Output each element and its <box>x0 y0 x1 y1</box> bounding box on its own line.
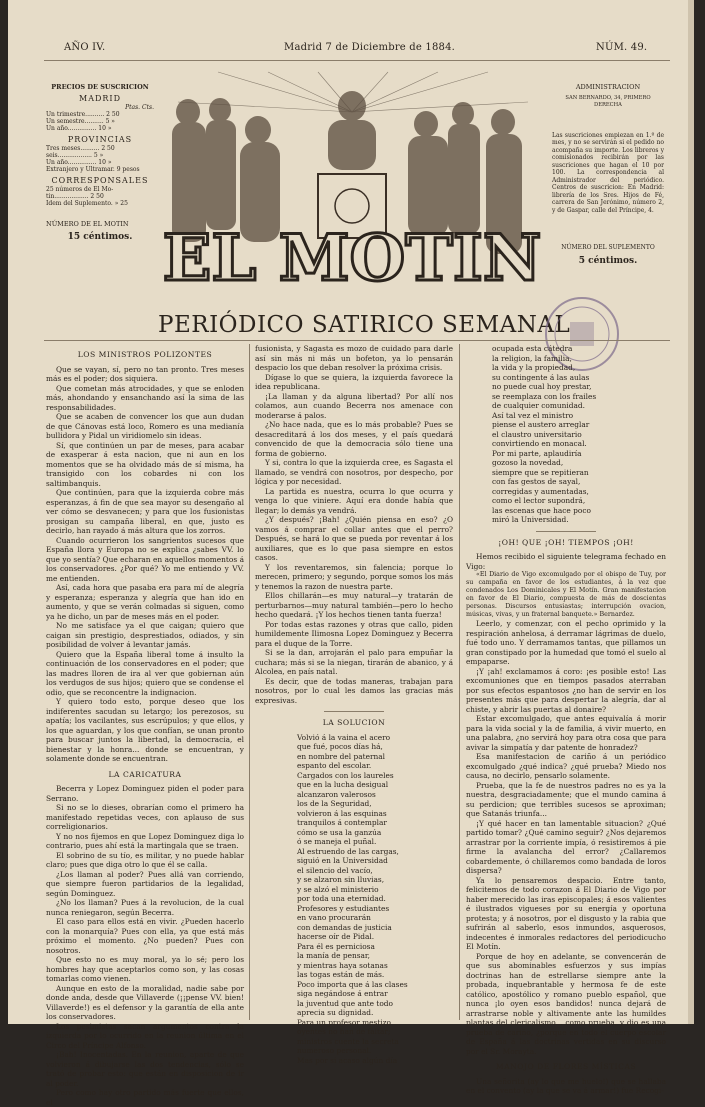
madrid-row: Un trimestre.......... 2 50 <box>46 111 120 118</box>
paragraph: Esa manifestacion de cariño á un periódico excomulgado ¿qué indica? ¿qué prueba? Miedo nos causa, no decirlo, pensarlo solamente. <box>466 752 666 780</box>
poem-line: ocupada esta cátedra <box>492 344 573 353</box>
poem-continuation <box>466 344 666 525</box>
poem-line: la vida y la propiedad, <box>492 363 576 372</box>
poem-line: convirtiendo en monacal. <box>492 439 587 448</box>
poem-line: gozoso la novedad, <box>492 458 564 467</box>
poem-line: de cualquier comunidad. <box>492 401 585 410</box>
paragraph: Aunque en esto de la moralidad, nadie sabe por donde anda, desde que Villaverde (¡¡pense VV. bien! Villaverde!) es el defensor y la garantía de ella ante los conservadores. <box>46 983 244 1021</box>
provincias-row: Extranjero y Ultramar. 9 pesos <box>46 166 140 173</box>
paragraph: Que cometan más atrocidades, y que se enloden más, ahondando y ensanchando así la sima de las responsabilidades. <box>46 383 244 412</box>
section-rule <box>324 711 384 712</box>
paragraph: Sí, que continúen un par de meses, para acabar de exasperar á esta nacion, que ni aun en los momentos que se ha olvidado más de sí misma, ha transigido con los cobardes ni con los saltimbanquis. <box>46 440 244 488</box>
poem-line: aprecia su dignidad. <box>297 1008 374 1017</box>
paragraph: Ya lo pensaremos despacio. Entre tanto, felicitemos de todo corazon á El Diario de Vigo por haber merecido las iras episcopales; á esos valientes é ilustrados vigueses por su energía y oportuna protesta; y á nosotros, por el disgusto y la rabia que sufrirán al saberlo, esos inmundos, asquerosos, indecentes é inmorales redactores del periodicucho El Motín. <box>466 875 666 951</box>
poem-line: Por mi parte, aplaudiría <box>492 448 582 458</box>
article-heading: ¡OH! QUE ¡OH! TIEMPOS ¡OH! <box>498 537 634 547</box>
paragraph: Cuando ocurrieron los sangrientos sucesos que España llora y Europa no se explica ¿sabes VV. lo que yo sentía? Que echaran en aquellos momentos á los conservadores. ¿Por qué? Yo me entiendo y VV. me entienden. <box>46 535 244 583</box>
provincias-row: Un año............... 10 » <box>46 159 112 166</box>
poem-line: que fué, pocos días há, <box>297 742 383 751</box>
poem-line: numeroso personal. <box>297 1046 372 1055</box>
column-divider <box>249 344 250 1020</box>
title-rule <box>44 340 670 341</box>
header-rule <box>44 60 670 61</box>
paragraph: Así, cada hora que pasaba era para mí de alegría y esperanza; esperanza y alegría que han ido en aumento, y que se verán colmadas si siguen, como ya he dicho, un par de meses más en el poder. <box>46 583 244 621</box>
poem-line: su contingente á las aulas <box>492 372 590 382</box>
poem-line: espanto del escolar. <box>297 761 372 770</box>
admin-text: Las suscriciones empiezan en 1.º de mes, y no se servirán si el pedido no acompaña su importe. Los libreros y comisionados recibirán por las suscriciones que hagan el 10 por 100. La correspondencia al Administrador del periódico. Centros de suscricion: En Madrid: librería de los Sres. Hijos de Fé, carrera de San Jerónimo, número 2, y de Gaspar, calle del Príncipe, 4. <box>552 131 664 214</box>
provincias-row: Tres meses.......... 2 50 <box>46 145 115 152</box>
paragraph: ¡La llaman y da alguna libertad? Por allí nos colamos, aun cuando Becerra nos amenace con moderarse á palos. <box>255 391 453 420</box>
madrid-heading: MADRID <box>79 94 121 103</box>
paragraph: Prueba, que la fe de nuestros padres no es ya la nuestra, desgraciadamente; que el mundo camina á su perdicion; que terribles sucesos se aproximan; que Satanás triunfa... <box>466 780 666 818</box>
paragraph: fusionista, y Sagasta es mozo de cuidado para darle así sin más ni más un bofeton, ya lo pensarán despacio los que deban resolver la próxima crisis. <box>255 344 453 372</box>
paragraph: Becerra y Lopez Dominguez piden el poder para Serrano. <box>46 784 244 803</box>
poem-line: y mientras haya sotanas <box>297 960 388 970</box>
poem-line: Para él es perniciosa <box>297 941 375 951</box>
admin-address: SAN BERNARDO, 34, PRIMERO DERECHA <box>565 94 651 108</box>
logo-text: EL MOTIN <box>162 221 542 296</box>
newspaper-page <box>8 0 694 1107</box>
poem-line: Mas por si acaso algún día <box>297 1055 398 1065</box>
poem-line: la religion, la familia, <box>492 353 572 363</box>
poem-line: tranquilos á contemplar <box>297 818 387 827</box>
paragraph: La partida es nuestra, ocurra lo que ocurra y venga lo que viniere. Aquí era donde había que llegar; lo demás ya vendrá. <box>255 486 453 515</box>
newspaper-title: PERIÓDICO SATIRICO SEMANAL <box>158 312 571 338</box>
column-divider <box>459 344 460 1020</box>
column-3 <box>466 344 666 1095</box>
poem-line: en nombre del paternal <box>297 751 386 761</box>
issue-year: AÑO IV. <box>64 42 106 53</box>
poem-line: hacerse oír de Pidal. <box>297 932 375 941</box>
poem-line: cómo se usa la ganzúa <box>297 827 382 837</box>
supplement-label: NÚMERO DEL SUPLEMENTO <box>561 244 655 251</box>
paragraph: ¡Y ¡ah! exclamamos á coro: ¡es posible esto! Las excomuniones que en tiempos pasados aterraban por sus efectos espantosos ¿no han de servir en los presentes más que para despertar la alegría, dar al chiste, y abrir las puertas al donaire? <box>466 666 666 714</box>
poem-line: siguió en la Universidad <box>297 856 388 865</box>
poem-line: Así tal vez el ministro <box>492 410 574 420</box>
column-2 <box>255 344 453 1065</box>
poem-line: alcanzaron valerosos <box>297 789 376 799</box>
poem-line: se reemplaza con los frailes <box>492 391 597 401</box>
subscription-prices <box>46 84 154 241</box>
page-edge <box>688 0 694 1024</box>
paragraph: Si no se lo dieses, obrarían como el primero ha manifestado repetidas veces, con aplauso de sus correligionarios. <box>46 803 244 831</box>
paragraph: Si se la dan, arrojarán el palo para empuñar la cuchara; más si se la niegan, tirarán de abanico, y á Alcolea, en país natal. <box>255 648 453 676</box>
poem-line: volvieron á las esquinas <box>297 808 387 818</box>
provincias-row: seis.................. 5 » <box>46 152 104 159</box>
paragraph: El caso para ellos está en vivir. ¿Pueden hacerlo con la monarquía? Pues con ella, ya que está más próximo el momento. ¿No pueden? Pues con nosotros. <box>46 917 244 955</box>
poem-line: la juventud que ante todo <box>297 998 393 1008</box>
single-issue-label: NÚMERO DE EL MOTIN <box>46 220 129 228</box>
article-heading: LA SOLUCION <box>322 718 386 727</box>
single-issue-price: 15 céntimos. <box>67 232 133 242</box>
poem-line: Volvió á la vaina el acero <box>297 732 391 742</box>
supplement-price: 5 céntimos. <box>578 255 638 266</box>
paragraph: Que se acaben de convencer los que aun dudan de que Cánovas está loco, Romero es una medianía bullidora y Pidal un viridiomelo sin ideas. <box>46 412 244 440</box>
poem-line: el silencio del vacío, <box>297 865 373 875</box>
poem-line: y se alzó el ministerio <box>297 884 379 894</box>
poem-line: Al estruendo de las cargas, <box>297 846 399 856</box>
paragraph: Y quiero todo esto, porque deseo que los indiferentes sacudan su letargo; los perezosos, su apatía; los vacilantes, sus escrúpulos; y que ellos, y los que aguardan, y los que confían, se unan pronto para buscar juntos la libertad, la democracia, el bienestar y la honra... donde se encuentran, y solamente donde se encuentran. <box>46 697 244 763</box>
paragraph: Ellos chillarán—es muy natural—y tratarán de perturbarnos—muy natural también—pero lo hecho hecho quedará. ¡Y los hechos tienen tanta fuerza! <box>255 591 453 619</box>
poem-line: la manía de pensar, <box>297 951 370 960</box>
corresponsales-row: tin.................. 2 50 <box>46 193 104 200</box>
poem-line: las togas están de más. <box>297 970 385 979</box>
poem-line: con fas gestos de sayal, <box>492 477 581 486</box>
poem <box>255 733 453 1066</box>
poem-line: oyentes no han de faltar; <box>297 1027 391 1036</box>
poem-line: no puede cual hoy prestar, <box>492 382 592 391</box>
corresponsales-heading: CORRESPONSALES <box>51 176 149 185</box>
article-heading: LA CARICATURA <box>108 769 182 779</box>
poem-line: miró la Universidad. <box>492 515 569 524</box>
poem-line: siempre que se repitieran <box>492 467 589 477</box>
paragraph: Una señorita (ay lo que me huelo!) que se hallaba en el convento (ay la que se va á armar!) fue Recogi- <box>466 1076 666 1095</box>
paragraph: ¡Bah! Inocentadas. En la reunion, aparte de que volvieron á dibujarse las dos tendencias, sólo se trató de probar esto: que están en disposicion de ir al poder. <box>46 1050 244 1088</box>
poem-line: con demandas de justicia <box>297 922 392 932</box>
administration-box <box>552 84 664 265</box>
paragraph: Dígase lo que se quiera, la izquierda favorece la idea republicana. <box>255 372 453 391</box>
poem-line: corregidas y aumentadas, <box>492 486 589 496</box>
poem-line: piense el austero arreglar <box>492 420 590 429</box>
corresponsales-row: Idem del Suplemento. » 25 <box>46 200 128 207</box>
paragraph: Quiero que la España liberal tome á insulto la continuación de los conservadores en el poder; que las madres lloren de ira al ver que gobiernan aún los verdugos de sus hijos; quiero que se condense el odio, que se reconcentre la indignacion. <box>46 649 244 697</box>
paragraph: Los pesimistas sacan argumentos contra la izquierda por lo ocurrido en la reunion última en el Circo del Príncipe Alfonso. <box>46 1021 244 1050</box>
paragraph: ¿Y después? ¡Bah! ¿Quién piensa en eso? ¿O vamos á comprar el collar antes que el perro? Después, se hará lo que se pueda por reventar á los auxiliares, que es lo que pasa siempre en estos casos. <box>255 515 453 562</box>
madrid-row: Un semestre.......... 5 » <box>46 118 115 125</box>
paragraph: Y no nos fijemos en que Lopez Dominguez diga lo contrario, pues ahí está la martingala que se traen. <box>46 831 244 850</box>
poem-line: Profesores y estudiantes <box>297 903 390 913</box>
paragraph: Es decir, que de todas maneras, trabajan para nosotros, por lo cual les damos las gracias más expresivas. <box>255 676 453 705</box>
poem-line: ó se maneja el puñal. <box>297 837 377 846</box>
paragraph: ¿Los llaman al poder? Pues allá van corriendo, que siempre fueron partidarios de la legalidad, según Dominguez. <box>46 869 244 898</box>
article-heading: LOS MINISTROS POLIZONTES <box>77 350 213 359</box>
poem-line: que en la lucha desigual <box>297 780 389 789</box>
poem-line: ministros cuente la secreta <box>297 1036 399 1046</box>
poem-line: en vano procurarán <box>297 913 371 922</box>
poem-line: Cargados con los laureles <box>297 770 394 780</box>
poem-line: Para un profesor mestizo <box>297 1017 392 1027</box>
article-heading: MANOJO DE FLORES MÍSTICAS <box>495 1062 637 1071</box>
provincias-heading: PROVINCIAS <box>67 135 133 144</box>
issue-date: Madrid 7 de Diciembre de 1884. <box>284 42 456 53</box>
poem-line: el claustro universitario <box>492 429 582 439</box>
paragraph: ¿No hace nada, que es lo más probable? Pues se desacreditará á los dos meses, y el país quedará convencido de que la democracia sólo tiene una forma de gobierno. <box>255 420 453 458</box>
paragraph: Por todas estas razones y otras que callo, piden humildemente Ilimosna Lopez Dominguez y Becerra para el duque de la Torre. <box>255 619 453 648</box>
madrid-unit: Ptas. Cts. <box>125 104 154 111</box>
prices-heading: PRECIOS DE SUSCRICION <box>51 83 149 91</box>
corresponsales-row: 25 números de El Mo- <box>46 186 114 193</box>
telegram-quote: «El Diario de Vigo excomulgado por el obispo de Tuy, por su campaña en favor de los estudiantes, á la vez que condenados Los Dominicales y El Motín. Gran manifestacion en favor de El Diario, compuesta de más de doscientas personas. Discursos entusiastas; interrupción ovacion, músicas, vivas, y un fraternal banquete.» Bernardez. <box>466 571 666 618</box>
admin-heading: ADMINISTRACION <box>575 83 641 91</box>
madrid-row: Un año............... 10 » <box>46 125 112 132</box>
paragraph: Y si, contra lo que la izquierda cree, es Sagasta el llamado, se vendrá con nosotros, por despecho, por lógica y por necesidad. <box>255 458 453 486</box>
section-rule <box>536 531 596 532</box>
paragraph: Que se vayan, sí, pero no tan pronto. Tres meses más es el poder; dos siquiera. <box>46 364 244 383</box>
poem-line: los de la Seguridad, <box>297 799 372 808</box>
paragraph: Leerlo, y comenzar, con el pecho oprimido y la respiración anhelosa, á derramar lágrimas de duelo, fué todo uno. Y derramamos tantas, que pillamos un gran constipado por la humedad que tomó el suelo al empaparse. <box>466 619 666 666</box>
poem-line: siga negándose á entrar <box>297 989 388 998</box>
paragraph: El sobrino de su tío, es militar, y no puede hablar claro; pues que diga otro lo que él se calla. <box>46 850 244 869</box>
poem-line: por toda una eternidad. <box>297 894 386 903</box>
poem-line: como el lector supondrá, <box>492 496 586 505</box>
paragraph: Y los reventaremos, sin falencia; porque lo merecen, primero; y segundo, porque somos los más y tenemos la razon de nuestra parte. <box>255 562 453 591</box>
paragraph: Hemos recibido el siguiente telegrama fechado en Vigo: <box>466 552 666 571</box>
paragraph: ¡Y qué hacer en tan lamentable situacion? ¿Qué partido tomar? ¿Qué camino seguir? ¿Nos dejaremos arrastrar por la corriente impía, ó resistiremos á pie firme la avalancha del error? ¿Callaremos cobardemente, ó chillaremos como bandada de loros dispersa? <box>466 818 666 875</box>
poem-line: y se alzaron sin lluvias, <box>297 875 385 884</box>
paragraph: Que continúen, para que la izquierda cobre más esperanzas, á fin de que sea mayor su desengaño al ver cómo se desvanecen; y para que los fusionistas prosigan su campaña liberal, en que, justo es decirlo, han rayado á más altura que los zorros. <box>46 488 244 535</box>
paragraph: Estar excomulgado, que antes equivalía á morir para la vida social y la de familia, á vivir muerto, en una palabra, ¿no servirá hoy para otra cosa que para avivar la simpatía y dar patente de honradez? <box>466 714 666 752</box>
paragraph: ¿No los llaman? Pues á la revolucion, de la cual nunca reniegaron, según Becerra. <box>46 898 244 917</box>
column-1 <box>46 344 244 1107</box>
paragraph: Porque de hoy en adelante, se convencerán de que sus abominables esfuerzos y sus impías doctrinas han de estrellarse siempre ante la probada, inquebrantable y hermosa fe de este católico, apostólico y romano pueblo español, que nunca ¡lo oyen esos bandidos! nunca dejará de arrastrarse noble y altivamente ante las humildes plantas del clericalismo... como prueba, y dio es una prueba de cariño, ¿porque en todo el cuerpo escolar de España á las doctrinas vertidas en su discurso por el Sr. Morayta. <box>466 951 666 1056</box>
paragraph: Que esto no es muy moral, ya lo sé; pero los hombres hay que aceptarlos como son, y las cosas tomarlas como vienen. <box>46 955 244 983</box>
issue-number: NÚM. 49. <box>596 42 648 53</box>
paragraph: Pero como hay otro partido más fuerte que ellos, el <box>46 1088 244 1107</box>
masthead-illustration <box>158 72 546 300</box>
paragraph: No me satisface ya el que caigan; quiero que caigan sin prestigio, desprestiados, odiados, y sin posibilidad de volver á levantar jamás. <box>46 621 244 649</box>
poem-line: las escenas que hace poco <box>492 505 591 515</box>
poem-line: Poco importa que á las clases <box>297 979 408 989</box>
